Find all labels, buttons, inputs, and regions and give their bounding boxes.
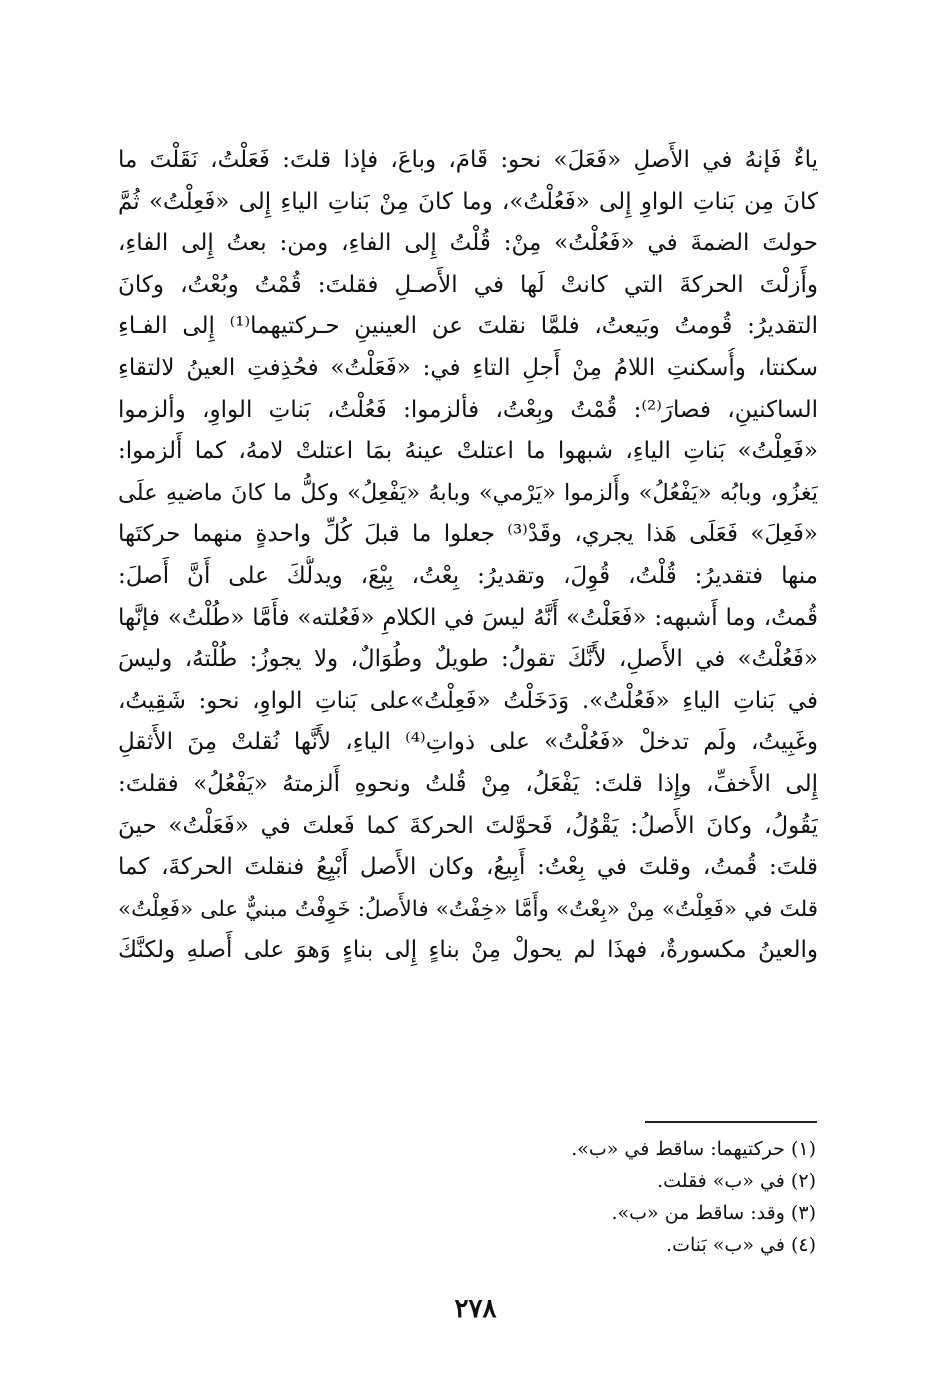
text-line: ياءٌ فَإنهُ في الأَصلِ «فَعَلَ» نحو: قَامَ، وباعَ، فإذا قلتَ: فَعَلْتُ، نَقَلْتَ ما: [118, 147, 818, 173]
text-line: سكنتا، وأُسكنتِ اللامُ مِنْ أَجلِ التاءِ في: «فَعَلْتُ» فحُذِفتِ العينُ لالتقاءِ: [118, 354, 818, 381]
text-line: الساكنينِ، فصارَ⁽²⁾: قُمْتُ وبِعْتُ، فألزموا: فَعُلْتُ، بَناتِ الواوِ، وألزموا: [118, 396, 818, 423]
text-line: وأَزلْتَ الحركةَ التي كانتْ لَها في الأَصـلِ فقلتَ: قُمْتُ وبُعْتُ، وكانَ: [118, 271, 818, 298]
text-line: والعينُ مكسورةٌ، فهذَا لم يحولْ مِنْ بناءٍ إِلى بناءٍ وَهوَ على أَصلهِ ولكنَّكَ: [118, 937, 818, 964]
text-line: حولتَ الضمةَ في «فَعُلْتُ» مِنْ: قُلْتُ إِلى الفاءِ، ومن: بعتُ إِلى الفاءِ،: [118, 230, 818, 257]
footnote: (٢) في «ب» فقلت.: [657, 1170, 816, 1192]
page-number: ٢٧٨: [454, 1294, 497, 1324]
text-line: يَقُولُ، وكانَ الأَصلُ: يَقْوُلُ، فَحوَّلتَ الحركةَ كما فَعلتَ في «فَعَلْتُ» حينَ: [118, 812, 818, 839]
text-line: قُمتُ، وما أَشبهه: «فَعَلْتُ» أَنَّهُ ليسَ في الكلامِ «فَعُلته» فأَمَّا «طُلْتُ» فإنَّها: [118, 604, 818, 631]
text-line: «فَعِلَ» فَعَلَى هَذا يجري، وقَدْ⁽³⁾ جعلوا ما قبلَ كُلِّ واحدةٍ منهما حركتَها: [118, 521, 818, 548]
text-line: التقديرُ: قُومتُ وبَيعتُ، فلمَّا نقلتَ عن العينينِ حـركتيهما⁽¹⁾ إِلى الفـاءِ: [118, 313, 818, 340]
text-line: في بَناتِ الياءِ «فَعُلْتُ». وَدَخَلْتُ «فَعِلْتُ»على بَناتِ الواوِ، نحو: شَقِيتُ،: [118, 687, 818, 714]
main-text-block: [118, 140, 818, 972]
footnote: (١) حركتيهما: ساقط في «ب».: [571, 1138, 816, 1160]
text-line: قلتَ: قُمتُ، وقلتَ في بِعْتُ: أَبِيعُ، وكان الأَصل أَبْيِعُ فنقلتَ الحركةَ، كما: [118, 854, 818, 881]
text-line: يَغزُو، وبابُه «يَفْعُلُ» وأَلزموا «يَرْمي» وبابهُ «يَفْعِلُ» وكلُّ ما كانَ ماضيهِ علَى: [118, 479, 818, 506]
text-line: «فَعِلْتُ» بَناتِ الياءِ، شبهوا ما اعتلتْ عينهُ بمَا اعتلتْ لامهُ، كما أَلزموا:: [118, 438, 818, 465]
text-line: «فَعُلْتُ» في الأَصلِ، لأَنَّكَ تقولُ: طويلٌ وطُوَالٌ، ولا يجوزُ: طُلْتهُ، وليسَ: [118, 646, 818, 673]
text-line: منها فتقديرُ: قُلْتُ، قُوِلَ، وتقديرُ: بِعْتُ، بِيْعَ، ويدلُّكَ على أَنَّ أَصلَ:: [118, 562, 818, 589]
footnote: (٣) وقد: ساقط من «ب».: [611, 1202, 816, 1224]
text-line: إِلى الأَخفِّ، وإِذا قلتَ: يَفْعَلُ، مِنْ قُلتُ ونحوهِ أَلزمتهُ «يَفْعُلُ» فقلتَ:: [118, 770, 818, 797]
text-line: كانَ مِن بَناتِ الواوِ إِلى «فَعُلْتُ»، وما كانَ مِنْ بَناتِ الياءِ إِلى «فَعِلْتُ» ثُمَّ: [118, 188, 818, 215]
footnote: (٤) في «ب» بَنات.: [666, 1234, 816, 1256]
footnote-divider: [645, 1121, 817, 1123]
text-line: قلتَ في «فَعِلْتُ» مِنْ «بِعْتُ» وأَمَّا «خِفْتُ» فالأَصلُ: خَوِفْتُ مبنيٌّ على «فَعِلْتُ»: [118, 896, 818, 922]
footnotes-block: [416, 1133, 816, 1261]
text-line: وغَبِيتُ، ولَم تدخلْ «فَعُلْتُ» على ذواتِ⁽⁴⁾ الياءِ، لأَنَّها نُقلتْ مِنَ الأَثقلِ: [118, 729, 818, 756]
